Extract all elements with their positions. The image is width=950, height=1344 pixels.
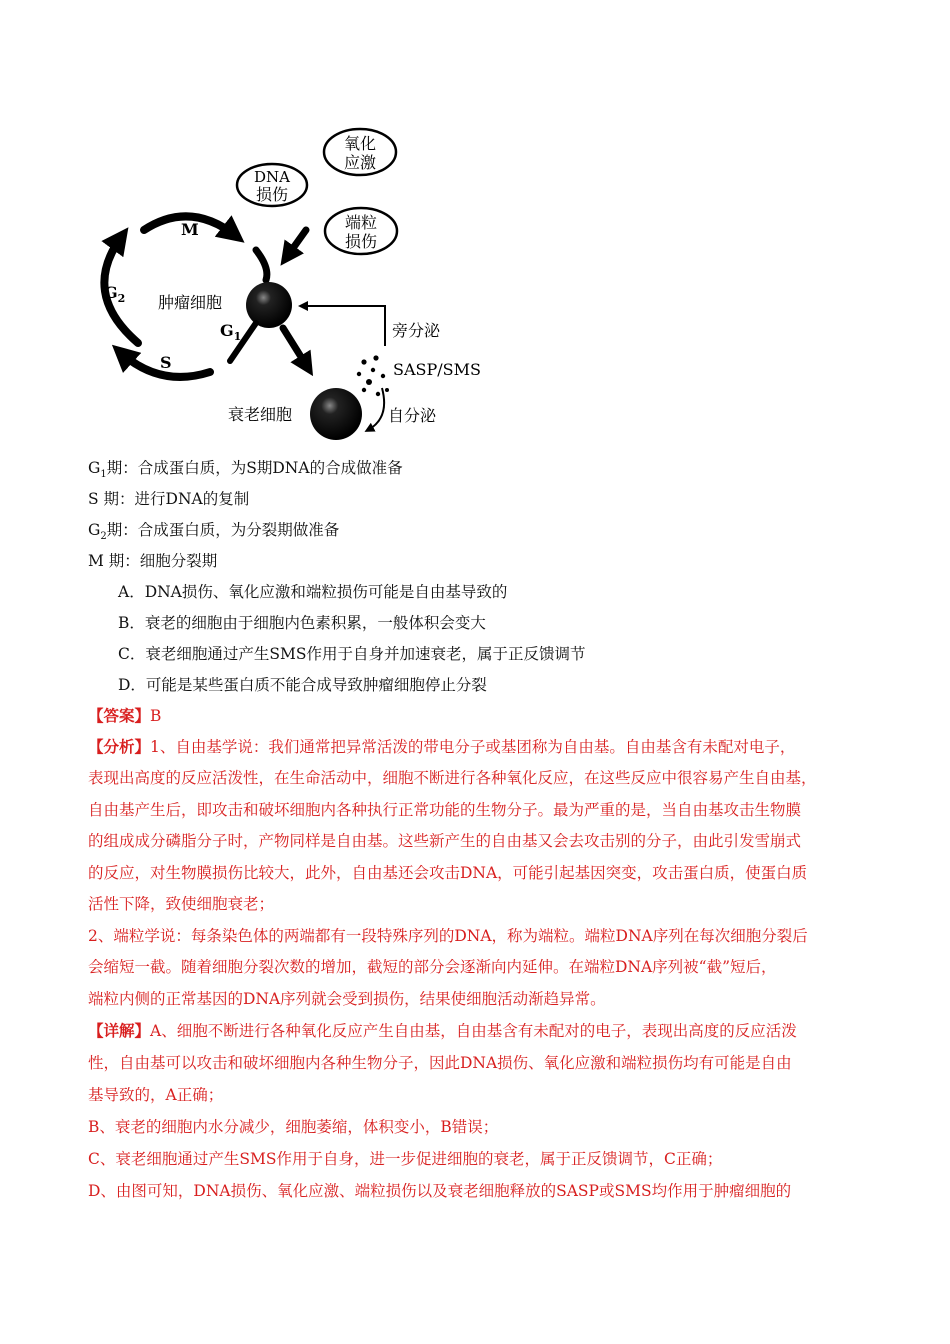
sasp-sms-label: SASP/SMS — [393, 360, 481, 379]
phase-g2: $G_2$期：合成蛋白质，为分裂期做准备 — [88, 521, 340, 543]
phase-g1: $G_1$期：合成蛋白质，为S期DNA的合成做准备 — [88, 459, 403, 481]
telomere-damage-bubble — [325, 208, 397, 254]
m-label: M — [181, 220, 199, 239]
phase-m: M 期：细胞分裂期 — [88, 552, 218, 570]
analysis-line: 端粒内侧的正常基因的DNA序列就会受到损伤，结果使细胞活动渐趋异常。 — [88, 990, 606, 1008]
option-c: C．衰老细胞通过产生SMS作用于自身并加速衰老，属于正反馈调节 — [118, 645, 586, 663]
answer: 【答案】B — [88, 706, 162, 725]
senescent-cell — [310, 388, 362, 440]
svg-text:损伤: 损伤 — [255, 185, 289, 204]
dna-damage-bubble — [237, 164, 307, 206]
detail-line: 基导致的，A正确； — [88, 1086, 224, 1104]
secretion-dots — [357, 355, 389, 396]
g1-label: $G_1$ — [220, 321, 242, 343]
detail-line: 性，自由基可以攻击和破坏细胞内各种生物分子，因此DNA损伤、氧化应激和端粒损伤均有可能是自由 — [88, 1054, 792, 1072]
analysis-line: 表现出高度的反应活泼性，在生命活动中，细胞不断进行各种氧化反应，在这些反应中很容易产生自由基， — [88, 769, 817, 787]
detail-line: D、由图可知，DNA损伤、氧化应激、端粒损伤以及衰老细胞释放的SASP或SMS均作用于肿瘤细胞的 — [88, 1182, 792, 1200]
telomere-arrow — [286, 230, 306, 258]
g2-label: $G_2$ — [104, 283, 126, 305]
tumor-cell-label: 肿瘤细胞 — [158, 293, 223, 312]
analysis-line: 活性下降，致使细胞衰老； — [88, 895, 275, 913]
detail-line: 【详解】A、细胞不断进行各种氧化反应产生自由基，自由基含有未配对的电子，表现出高度的反应活泼 — [88, 1021, 797, 1040]
svg-text:氧化: 氧化 — [343, 134, 377, 153]
option-d: D．可能是某些蛋白质不能合成导致肿瘤细胞停止分裂 — [118, 676, 487, 694]
option-b: B．衰老的细胞由于细胞内色素积累，一般体积会变大 — [118, 614, 486, 632]
s-label: S — [160, 353, 172, 372]
senescent-cell-label: 衰老细胞 — [228, 405, 293, 424]
analysis-line: 的反应，对生物膜损伤比较大，此外，自由基还会攻击DNA，可能引起基因突变，攻击蛋白质，使蛋白质 — [88, 864, 808, 882]
detail-line: C、衰老细胞通过产生SMS作用于自身，进一步促进细胞的衰老，属于正反馈调节，C正确； — [88, 1150, 723, 1168]
analysis-line: 自由基产生后，即攻击和破坏细胞内各种执行正常功能的生物分子。最为严重的是，当自由基攻击生物膜 — [88, 801, 802, 819]
paracrine-label: 旁分泌 — [392, 321, 441, 340]
analysis-line: 2、端粒学说：每条染色体的两端都有一段特殊序列的DNA，称为端粒。端粒DNA序列在每次细胞分裂后 — [88, 927, 808, 945]
senescence-arrow — [283, 328, 308, 368]
cell-cycle-diagram — [80, 118, 520, 450]
svg-text:应激: 应激 — [343, 153, 377, 172]
phase-s: S 期：进行DNA的复制 — [88, 490, 250, 508]
detail-line: B、衰老的细胞内水分减少，细胞萎缩，体积变小，B错误； — [88, 1118, 499, 1136]
svg-text:DNA: DNA — [254, 168, 290, 186]
analysis-line: 的组成成分磷脂分子时，产物同样是自由基。这些新产生的自由基又会去攻击别的分子，由此引发雪崩式 — [88, 832, 802, 850]
svg-text:端粒: 端粒 — [344, 213, 378, 232]
autocrine-label: 自分泌 — [388, 406, 437, 425]
paracrine-arrow — [302, 306, 385, 346]
oxidative-stress-bubble — [324, 129, 396, 175]
analysis-line: 【分析】1、自由基学说：我们通常把异常活泼的带电分子或基团称为自由基。自由基含有未配对电子， — [88, 737, 796, 756]
dna-arrow — [256, 250, 267, 280]
option-a: A．DNA损伤、氧化应激和端粒损伤可能是自由基导致的 — [118, 583, 508, 601]
analysis-line: 会缩短一截。随着细胞分裂次数的增加，截短的部分会逐渐向内延伸。在端粒DNA序列被“截”短后， — [88, 958, 777, 976]
tumor-cell — [246, 282, 292, 328]
svg-text:损伤: 损伤 — [344, 232, 378, 251]
